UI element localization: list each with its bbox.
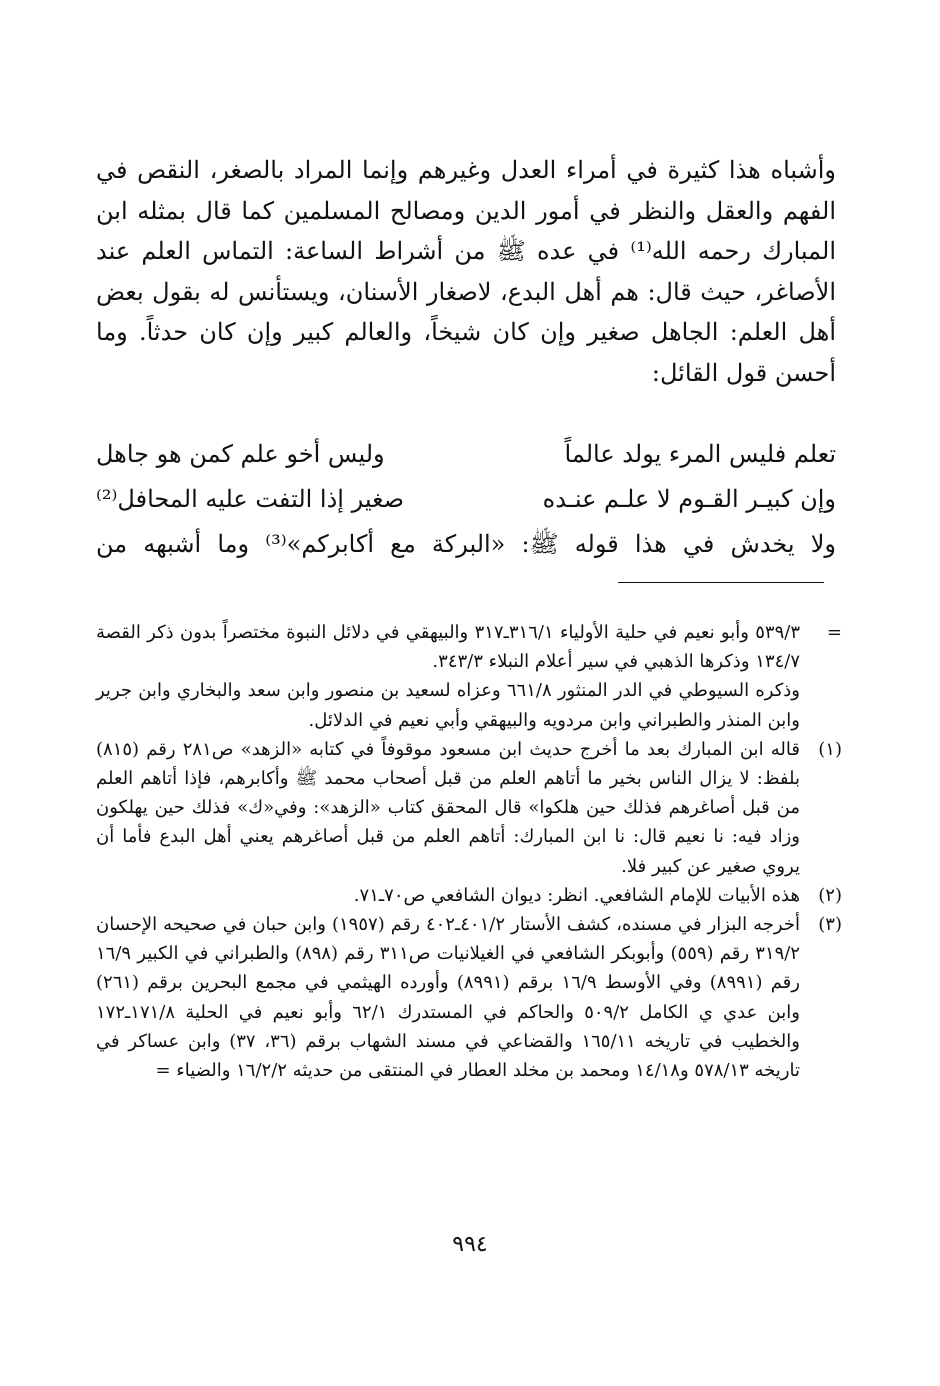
footnote-marker: (٣) bbox=[818, 914, 842, 936]
footnote-continued-paragraph bbox=[96, 676, 842, 734]
verse-1-second-hemistich: وليس أخو علم كمن هو جاهل bbox=[96, 440, 385, 468]
footnote-separator bbox=[618, 582, 824, 583]
verse-1-first-hemistich: تعلم فليس المرء يولد عالماً bbox=[564, 440, 836, 468]
poem-verses bbox=[96, 432, 836, 522]
footnote-3 bbox=[96, 910, 842, 1085]
page-number: ٩٩٤ bbox=[452, 1232, 488, 1257]
verse-line-1 bbox=[96, 432, 836, 477]
footnote-marker: (١) bbox=[818, 738, 842, 760]
footnote-text: أخرجه البزار في مسنده، كشف الأستار ٤٠١/٢ـ٤٠٢ رقم (١٩٥٧) وابن حبان في صحيحه الإحسان ٣١٩/٢ رقم (٥٥٩) وأبوبكر الشافعي في الغيلانيات ص٣١١ رقم (٨٩٨) والطبراني في الكبير ١٦/٩ رقم (٨٩٩١) وفي الأوسط ١٦/٩ برقم (٨٩٩١) وأورده الهيثمي في مجمع البحرين برقم (٢٦١) وابن عدي ي الكامل ٥٠٩/٢ والحاكم في المستدرك ٦٢/١ وأبو نعيم في الحلية ١٧١/٨ـ١٧٢ والخطيب في تاريخه ١٦٥/١١ والقضاعي في مسند الشهاب برقم (٣٦، ٣٧) وابن عساكر في تاريخه ٥٧٨/١٣ و١٤/١٨ ومحمد بن مخلد العطار في المنتقى من حديثه ١٦/٢/٢ والضياء = bbox=[96, 914, 801, 1082]
body-paragraph: وأشباه هذا كثيرة في أمراء العدل وغيرهم وإنما المراد بالصغر، النقص في الفهم والعقل والنظر في أمور الدين ومصالح المسلمين كما قال بمثله ابن المبارك رحمه الله⁽¹⁾ في عده ﷺ من أشراط الساعة: التماس العلم عند الأصاغر، حيث قال: هم أهل البدع، لاصغار الأسنان، ويستأنس له بقول بعض أهل العلم: الجاهل صغير وإن كان شيخاً، والعالم كبير وإن كان حدثاً. وما أحسن قول القائل: bbox=[96, 156, 837, 387]
verse-2-second-hemistich: صغير إذا التفت عليه المحافل⁽²⁾ bbox=[96, 485, 405, 513]
footnote-continued bbox=[96, 618, 842, 676]
main-text bbox=[96, 150, 836, 393]
verse-2-first-hemistich: وإن كبيـر القـوم لا علـم عنـده bbox=[542, 485, 836, 513]
footnote-text: وذكره السيوطي في الدر المنثور ٦٦١/٨ وعزاه لسعيد بن منصور وابن سعد والبخاري وابن جرير وابن المنذر والطبراني وابن مردويه والبيهقي وأبي نعيم في الدلائل. bbox=[96, 680, 800, 731]
footnote-2 bbox=[96, 881, 842, 910]
footnote-marker: (٢) bbox=[818, 884, 842, 906]
footnote-text: ٥٣٩/٣ وأبو نعيم في حلية الأولياء ٣١٦/١ـ٣١٧ والبيهقي في دلائل النبوة مختصراً بدون ذكر القصة ١٣٤/٧ وذكرها الذهبي في سير أعلام النبلاء ٣٤٣/٣. bbox=[96, 622, 800, 673]
footnote-marker bbox=[800, 676, 842, 734]
continuation-line: ولا يخدش في هذا قوله ﷺ: «البركة مع أكابركم»⁽³⁾ وما أشبهه من bbox=[96, 530, 836, 558]
footnote-text: هذه الأبيات للإمام الشافعي. انظر: ديوان الشافعي ص٧٠ـ٧١. bbox=[353, 884, 800, 906]
footnote-text: قاله ابن المبارك بعد ما أخرج حديث ابن مسعود موقوفاً في كتابه «الزهد» ص٢٨١ رقم (٨١٥) بلفظ: لا يزال الناس بخير ما أتاهم العلم من قبل أصحاب محمد ﷺ وأكابرهم، فإذا أتاهم العلم من قبل أصاغرهم فذلك حين هلكوا» قال المحقق كتاب «الزهد»: وفي«ك» فذلك حين يهلكون وزاد فيه: نا نعيم قال: نا ابن المبارك: أتاهم العلم من قبل أصاغرهم يعني أهل البدع فأما أن يروي صغير عن كبير فلا. bbox=[96, 738, 800, 877]
footnotes bbox=[96, 618, 842, 1085]
footnote-1 bbox=[96, 735, 842, 881]
verse-line-2 bbox=[96, 477, 836, 522]
footnote-marker: = bbox=[826, 622, 842, 643]
